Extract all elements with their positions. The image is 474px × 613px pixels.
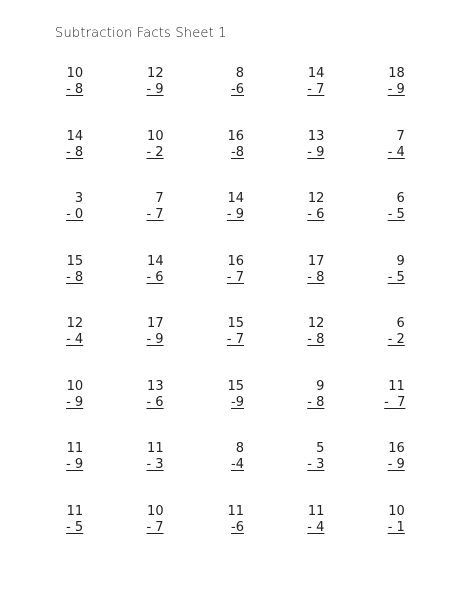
minuend: 9: [316, 378, 325, 394]
subtraction-problem: [124, 191, 182, 254]
minuend: 11: [388, 378, 405, 394]
subtraction-problem: [366, 254, 424, 317]
subtraction-problem: [44, 129, 102, 192]
subtrahend: - 6: [146, 394, 164, 410]
minuend: 14: [147, 253, 164, 269]
subtraction-problem: [205, 441, 263, 504]
minuend: 3: [74, 191, 84, 206]
subtraction-problem: [366, 441, 424, 504]
subtrahend: - 8: [66, 144, 84, 160]
minuend: 11: [66, 441, 84, 456]
minuend: 17: [307, 253, 325, 269]
subtrahend: -4: [231, 457, 244, 472]
subtrahend: - 7: [384, 394, 406, 410]
minuend: 7: [155, 191, 164, 206]
subtraction-problem: [366, 316, 424, 379]
minuend: 12: [147, 66, 164, 81]
subtrahend: - 9: [387, 82, 405, 97]
subtrahend: - 5: [387, 207, 405, 222]
subtrahend: - 8: [307, 332, 325, 347]
subtraction-problem: [366, 379, 424, 442]
subtrahend: -6: [231, 519, 244, 535]
subtraction-problem: [205, 379, 263, 442]
subtrahend: - 7: [307, 82, 325, 97]
minuend: 8: [235, 441, 244, 456]
minuend: 6: [396, 316, 405, 331]
minuend: 16: [388, 441, 405, 456]
minuend: 10: [388, 503, 405, 519]
subtrahend: - 6: [307, 207, 325, 222]
minuend: 9: [396, 253, 405, 269]
subtrahend: - 5: [387, 269, 405, 285]
minuend: 16: [227, 253, 244, 269]
subtrahend: -6: [231, 82, 244, 97]
subtrahend: - 7: [226, 269, 244, 285]
subtrahend: - 9: [66, 394, 84, 410]
subtrahend: - 7: [146, 519, 164, 535]
subtrahend: - 8: [66, 82, 84, 97]
subtraction-problem: [44, 441, 102, 504]
minuend: 14: [227, 191, 244, 206]
minuend: 14: [66, 128, 84, 144]
subtraction-problem: [366, 129, 424, 192]
minuend: 13: [147, 378, 164, 394]
subtraction-problem: [44, 66, 102, 129]
minuend: 15: [227, 378, 244, 394]
subtrahend: - 3: [146, 457, 164, 472]
subtraction-problem: [285, 504, 343, 567]
minuend: 6: [396, 191, 405, 206]
subtrahend: - 4: [307, 519, 325, 535]
subtraction-problem: [366, 504, 424, 567]
subtraction-problem: [44, 316, 102, 379]
subtrahend: - 8: [307, 269, 325, 285]
subtrahend: - 9: [226, 207, 244, 222]
subtrahend: - 9: [146, 332, 164, 347]
subtraction-problem: [124, 129, 182, 192]
subtrahend: - 9: [146, 82, 164, 97]
minuend: 10: [147, 128, 164, 144]
subtraction-problem: [124, 316, 182, 379]
minuend: 8: [235, 66, 244, 81]
subtraction-problem: [366, 66, 424, 129]
subtraction-problem: [366, 191, 424, 254]
subtraction-problem: [285, 129, 343, 192]
minuend: 12: [66, 316, 84, 331]
subtraction-problem: [44, 504, 102, 567]
subtraction-problem: [285, 254, 343, 317]
minuend: 15: [227, 316, 244, 331]
subtraction-problem: [124, 504, 182, 567]
subtrahend: - 9: [307, 144, 325, 160]
subtraction-problem: [285, 191, 343, 254]
subtraction-problem: [44, 379, 102, 442]
subtrahend: - 5: [66, 519, 84, 535]
minuend: 11: [147, 441, 164, 456]
subtraction-problem: [124, 66, 182, 129]
subtrahend: - 0: [66, 207, 84, 222]
subtraction-problem: [205, 316, 263, 379]
subtraction-problem: [205, 66, 263, 129]
minuend: 10: [66, 66, 84, 81]
subtraction-problem: [285, 316, 343, 379]
subtraction-problem: [124, 441, 182, 504]
minuend: 7: [396, 128, 405, 144]
minuend: 18: [388, 66, 405, 81]
minuend: 12: [307, 316, 325, 331]
subtrahend: - 7: [146, 207, 164, 222]
minuend: 12: [307, 191, 325, 206]
minuend: 14: [307, 66, 325, 81]
minuend: 11: [307, 503, 325, 519]
page-title: Subtraction Facts Sheet 1: [55, 26, 227, 41]
subtraction-problem: [205, 254, 263, 317]
subtraction-problem: [285, 379, 343, 442]
subtrahend: - 8: [66, 269, 84, 285]
minuend: 5: [316, 441, 325, 456]
subtrahend: -9: [231, 394, 244, 410]
subtraction-problem: [124, 379, 182, 442]
subtrahend: - 8: [307, 394, 325, 410]
minuend: 16: [227, 128, 244, 144]
minuend: 15: [66, 253, 84, 269]
minuend: 10: [66, 378, 84, 394]
subtrahend: - 2: [146, 144, 164, 160]
subtrahend: - 1: [387, 519, 405, 535]
subtraction-problem: [44, 254, 102, 317]
subtrahend: -8: [231, 144, 244, 160]
subtrahend: - 9: [66, 457, 84, 472]
subtraction-problem: [124, 254, 182, 317]
subtraction-problem: [285, 441, 343, 504]
subtraction-problem: [285, 66, 343, 129]
subtraction-problem: [205, 129, 263, 192]
subtrahend: - 2: [387, 332, 405, 347]
subtrahend: - 4: [387, 144, 405, 160]
subtrahend: - 3: [307, 457, 325, 472]
minuend: 11: [227, 503, 244, 519]
minuend: 11: [66, 503, 84, 519]
subtrahend: - 7: [226, 332, 244, 347]
subtrahend: - 9: [387, 457, 405, 472]
minuend: 13: [307, 128, 325, 144]
problem-grid: [44, 66, 424, 566]
subtrahend: - 4: [66, 332, 84, 347]
subtraction-problem: [205, 504, 263, 567]
subtraction-problem: [205, 191, 263, 254]
subtrahend: - 6: [146, 269, 164, 285]
minuend: 17: [147, 316, 164, 331]
subtraction-problem: [44, 191, 102, 254]
minuend: 10: [147, 503, 164, 519]
